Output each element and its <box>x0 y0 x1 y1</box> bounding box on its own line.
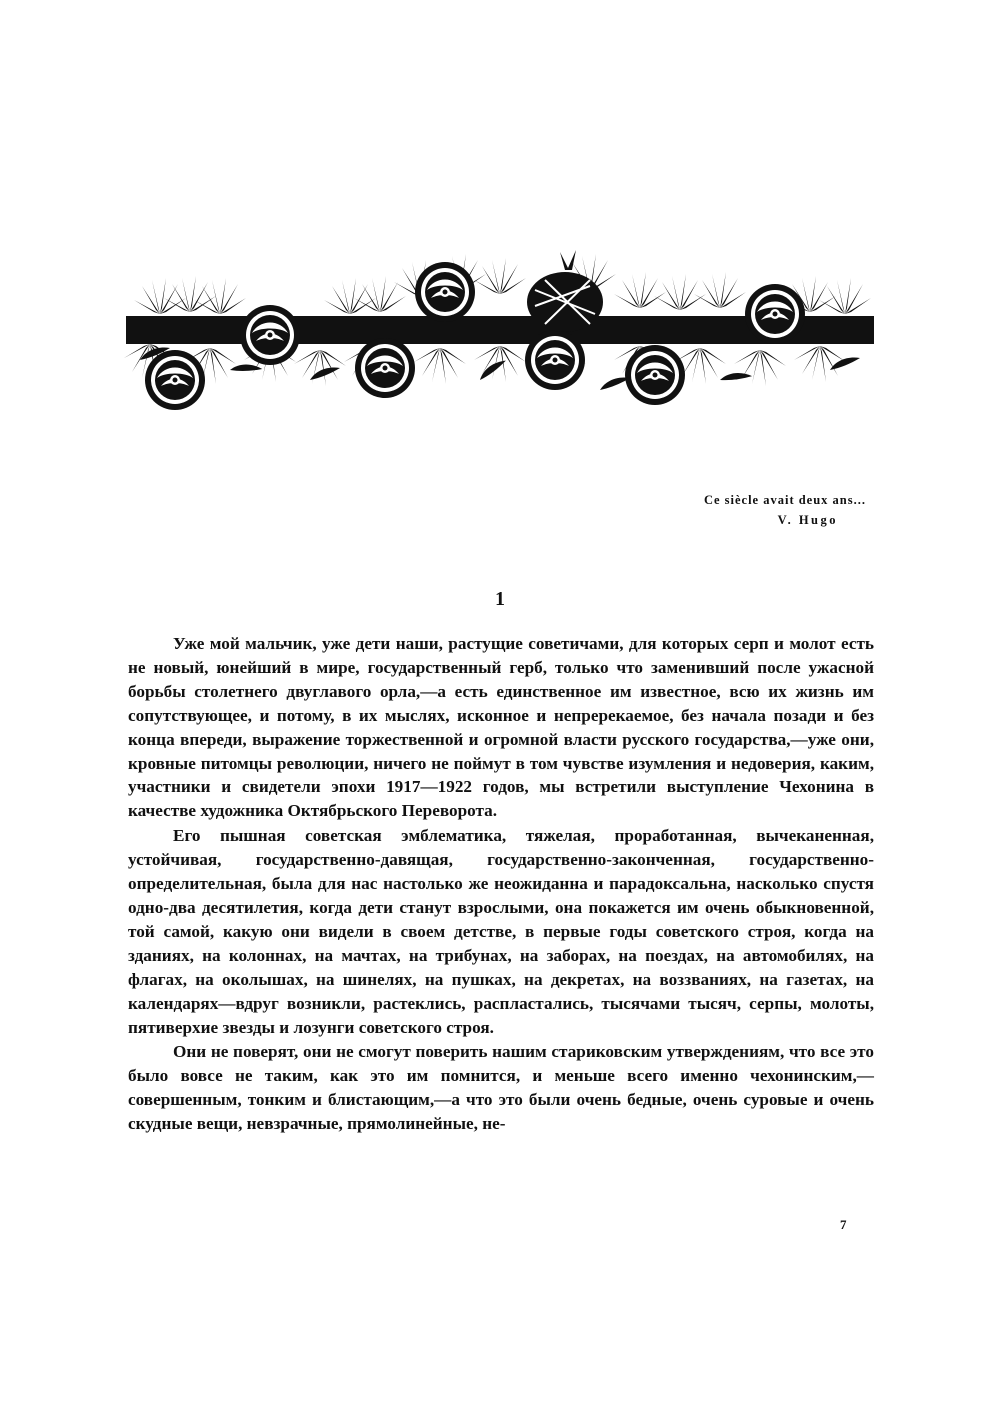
paragraph-3: Они не поверят, они не смогут поверить нашим стариковским утверждениям, что все это было вовсе не таким, как это им помнится, и меньше всего именно чехонинским,—совершенным, тонким и блистающим,—а что это были очень бедные, очень суровые и очень скудные вещи, невзрачные, прямолинейные, не- <box>128 1042 874 1134</box>
paragraph-2: Его пышная советская эмблематика, тяжелая, проработанная, вычеканенная, устойчивая, государственно-давящая, государственно-законченная, государственно-определительная, была для нас настолько же неожиданна и парадоксальна, насколько спустя одно-два десятилетия, когда дети станут взрослыми, она покажется им очень обыкновенной, той самой, какую они видели в своем детстве, в первые годы советского строя, когда на зданиях, на колоннах, на мачтах, на трибунах, на заборах, на поездах, на автомобилях, на флагах, на околышах, на шинелях, на пушках, на декретах, на воззваниях, на газетах, на календарях—вдруг возникли, растеклись, распластались, тысячами тысяч, серпы, молоты, пятиверхие звезды и лозунги советского строя. <box>128 826 874 1037</box>
paragraph-1: Уже мой мальчик, уже дети наши, растущие советичами, для которых серп и молот есть не новый, юнейший в мире, государственный герб, только что заменивший после ужасной борьбы столетнего двуглавого орла,—а есть единственное им известное, всю их жизнь им сопутствующее, и потому, в их мыслях, исконное и непререкаемое, без начала позади и без конца впереди, выражение торжественной и огромной власти русского государства,—уже они, кровные питомцы революции, ничего не поймут в том чувстве изумления и недоверия, каким, участники и свидетели эпохи 1917—1922 годов, мы встретили выступление Чехонина в качестве художника Октябрьского Переворота. <box>128 634 874 821</box>
epigraph-quote: Ce siècle avait deux ans... <box>703 493 866 507</box>
epigraph <box>620 490 866 530</box>
page-number: 7 <box>840 1217 847 1232</box>
epigraph-author: V. Hugo <box>777 513 838 527</box>
garland-pineapple <box>527 250 603 332</box>
chapter-number: 1 <box>495 588 505 610</box>
body-text <box>128 632 874 1136</box>
garland-foliage-bottom <box>124 344 846 386</box>
floral-garland-ornament <box>120 250 880 440</box>
